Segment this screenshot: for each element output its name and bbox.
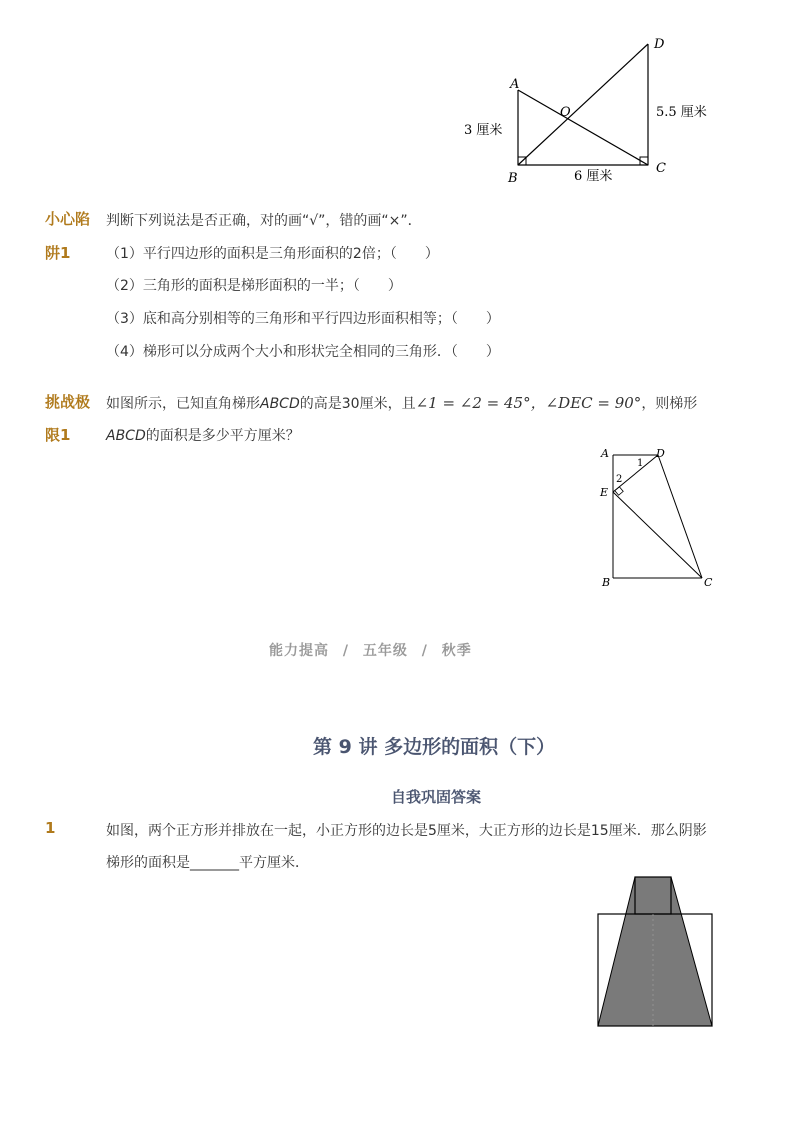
footer-sep-2: /: [421, 643, 428, 659]
trap-intro: 判断下列说法是否正确，对的画“√”，错的画“×”．: [106, 213, 422, 229]
lesson-subtitle: 自我巩固答案: [391, 788, 482, 806]
label-angle2: 2: [616, 474, 623, 485]
label-E2: E: [600, 486, 609, 499]
figure-crossed-triangles: [450, 30, 730, 190]
challenge-text-2b: 的面积是多少平方厘米？: [145, 428, 300, 444]
challenge-text-e: ，则梯形: [641, 396, 698, 412]
challenge-tag-line2: 限1: [45, 426, 71, 444]
question-number: 1: [45, 819, 56, 837]
footer-sep-1: /: [342, 643, 349, 659]
challenge-tag-line1: 挑战极: [45, 393, 91, 411]
trap-tag-line1: 小心陷: [45, 210, 91, 228]
question-line1: 如图，两个正方形并排放在一起，小正方形的边长是5厘米，大正方形的边长是15厘米．那么阴影: [106, 823, 707, 839]
trap-item-2: （2）三角形的面积是梯形面积的一半；（ ）: [106, 278, 402, 294]
challenge-abcd-2: ABCD: [106, 428, 146, 444]
footer-season: 秋季: [441, 643, 472, 659]
label-angle1: 1: [637, 458, 644, 469]
label-A: A: [510, 77, 520, 92]
challenge-text-c: 的高是30厘米，且: [299, 396, 416, 412]
footer-grade: 五年级: [362, 643, 408, 659]
label-C: C: [656, 161, 666, 176]
challenge-math: ∠1 = ∠2 = 45°，∠DEC = 90°: [415, 394, 642, 412]
label-bc-length: 6 厘米: [574, 169, 613, 184]
trap-item-4: （4）梯形可以分成两个大小和形状完全相同的三角形．（ ）: [106, 344, 500, 360]
footer-course: 能力提高: [269, 643, 329, 659]
label-D: D: [654, 37, 665, 52]
label-B: B: [508, 171, 518, 186]
label-A2: A: [601, 447, 609, 460]
lesson-title: 第 9 讲 多边形的面积（下）: [313, 736, 556, 758]
figure-squares-trapezoid: [590, 870, 720, 1035]
label-B2: B: [602, 576, 611, 589]
challenge-line2: [106, 425, 300, 445]
trap-item-1: （1）平行四边形的面积是三角形面积的2倍；（ ）: [106, 246, 439, 262]
challenge-text-a: 如图所示，已知直角梯形: [106, 396, 260, 412]
trap-tag-line2: 阱1: [45, 244, 71, 262]
label-dc-length: 5.5 厘米: [656, 105, 707, 120]
label-O: O: [560, 105, 571, 120]
page-footer: [269, 640, 472, 660]
trap-item-3: （3）底和高分别相等的三角形和平行四边形面积相等；（ ）: [106, 311, 500, 327]
question-line2: 梯形的面积是_______平方厘米．: [106, 855, 309, 871]
figure-right-trapezoid: [590, 440, 730, 600]
label-D2: D: [656, 447, 665, 460]
challenge-line1: [106, 392, 697, 413]
challenge-abcd: ABCD: [260, 396, 300, 412]
label-ab-length: 3 厘米: [464, 123, 503, 138]
label-C2: C: [704, 576, 713, 589]
